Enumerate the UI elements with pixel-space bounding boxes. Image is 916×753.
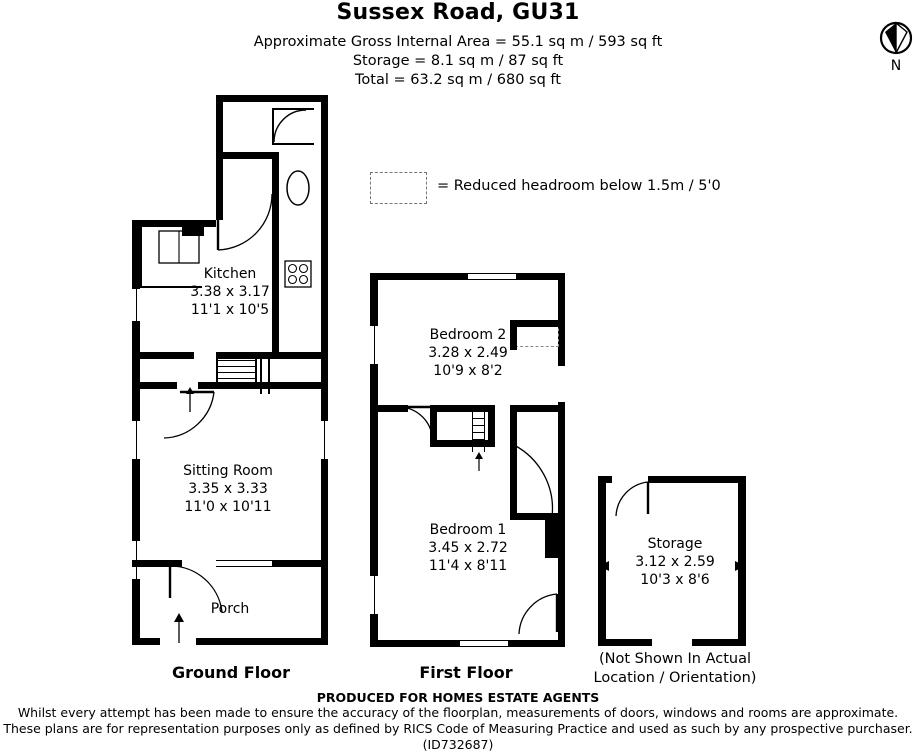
door-arc-storage: [612, 480, 656, 520]
sink-icon: [158, 230, 200, 264]
door-arc-kitchen: [270, 335, 326, 357]
room-dimension-metric: 3.12 x 2.59: [635, 554, 715, 570]
wall: [132, 382, 177, 389]
room-dimension-imperial: 11'0 x 10'11: [184, 499, 272, 515]
room-dimension-metric: 3.35 x 3.33: [188, 481, 268, 497]
window-frame: [558, 365, 565, 366]
window-frame: [136, 288, 137, 322]
toilet-icon: [284, 168, 314, 208]
area-summary-line-1: Approximate Gross Internal Area = 55.1 sq m / 593 sq ft: [253, 34, 663, 50]
window-frame: [136, 420, 137, 460]
room-label-bedroom-1: [388, 521, 548, 575]
stair-tread: [216, 360, 256, 361]
wall: [216, 152, 279, 159]
page-title: Sussex Road, GU31: [336, 0, 580, 25]
staircase: [260, 354, 262, 394]
door-arc-bedroom-2: [396, 405, 436, 437]
room-dimension-imperial: 11'4 x 8'11: [428, 558, 508, 574]
window-frame: [468, 273, 516, 274]
footer-disclaimer: [0, 705, 916, 753]
stair-tread: [472, 425, 485, 426]
wall: [321, 95, 328, 355]
stair-tread: [472, 439, 485, 440]
room-name: Bedroom 2: [429, 327, 507, 343]
compass-needle-icon: [876, 20, 916, 60]
stair-tread: [472, 432, 485, 433]
wall: [321, 355, 328, 645]
wall: [510, 405, 565, 412]
room-dimension-imperial: 10'9 x 8'2: [433, 363, 503, 379]
stair-tread: [216, 378, 256, 379]
wall: [488, 405, 495, 447]
first-floor-caption: First Floor: [419, 663, 513, 682]
area-summary-line-2: Storage = 8.1 sq m / 87 sq ft: [352, 53, 564, 69]
wall: [132, 352, 194, 359]
stair-tread: [216, 366, 256, 367]
legend-text: = Reduced headroom below 1.5m / 5'0: [437, 178, 721, 194]
door-arc-bathroom: [216, 190, 276, 252]
stair-tread: [472, 418, 485, 419]
room-dimension-metric: 3.28 x 2.49: [428, 345, 508, 361]
door-arc-sitting-room: [160, 390, 216, 440]
staircase: [216, 354, 218, 384]
compass-north-label: N: [890, 58, 902, 74]
window-frame: [460, 646, 508, 647]
ground-floor-plan: [120, 90, 345, 650]
room-name: Bedroom 1: [429, 522, 507, 538]
wall: [132, 220, 223, 227]
room-label-bedroom-2: [388, 326, 548, 380]
shower-icon: [272, 108, 316, 146]
staircase: [255, 354, 257, 384]
area-summary-line-3: Total = 63.2 sq m / 680 sq ft: [355, 72, 561, 88]
first-floor-plan: [360, 265, 575, 655]
compass-rose: [876, 20, 916, 80]
door-arc-bedroom-1: [510, 443, 554, 521]
wall: [216, 95, 328, 102]
window-frame: [324, 420, 325, 460]
room-dimension-metric: 3.45 x 2.72: [428, 540, 508, 556]
footer-disclaimer-line-2: These plans are for representation purposes only as defined by RICS Code of Measuring Practice and used as such by any prospective purchaser. (ID732687): [3, 721, 913, 752]
room-name: Storage: [647, 536, 703, 552]
ground-floor-caption: Ground Floor: [171, 663, 291, 682]
footer-disclaimer-line-1: Whilst every attempt has been made to ensure the accuracy of the floorplan, measurements of doors, windows and rooms are approximate.: [17, 705, 899, 720]
room-label-storage: [595, 535, 755, 589]
area-summary: [0, 33, 916, 90]
window-frame: [216, 560, 278, 561]
stair-direction-arrow-icon: [470, 451, 488, 473]
storage-caption-line-2: Location / Orientation): [593, 670, 757, 686]
window-frame: [468, 279, 516, 280]
room-dimension-imperial: 10'3 x 8'6: [640, 572, 710, 588]
kitchen-counter: [140, 227, 142, 287]
door-arc-cupboard: [515, 590, 559, 638]
wall: [272, 560, 328, 567]
storage-caption: [575, 650, 775, 688]
room-label-kitchen: [150, 265, 310, 319]
wall: [558, 273, 565, 647]
room-dimension-metric: 3.38 x 3.17: [190, 284, 270, 300]
room-name: Sitting Room: [183, 463, 273, 479]
window: [558, 365, 565, 403]
room-label-sitting-room: [148, 462, 308, 516]
room-dimension-imperial: 11'1 x 10'5: [190, 302, 270, 318]
legend-swatch-dashed-rectangle-icon: [370, 172, 427, 204]
wall: [430, 405, 495, 412]
footer-headline: PRODUCED FOR HOMES ESTATE AGENTS: [316, 690, 600, 705]
window-frame: [558, 402, 565, 403]
storage-caption-line-1: (Not Shown In Actual: [598, 651, 752, 667]
window-frame: [374, 325, 375, 365]
staircase: [268, 354, 270, 394]
opening: [652, 639, 692, 646]
room-name: Kitchen: [203, 266, 257, 282]
window-frame: [374, 575, 375, 615]
stair-tread: [216, 372, 256, 373]
wall: [198, 382, 328, 389]
room-name: Porch: [210, 601, 250, 617]
room-label-porch: [180, 600, 280, 618]
window-frame: [460, 640, 508, 641]
